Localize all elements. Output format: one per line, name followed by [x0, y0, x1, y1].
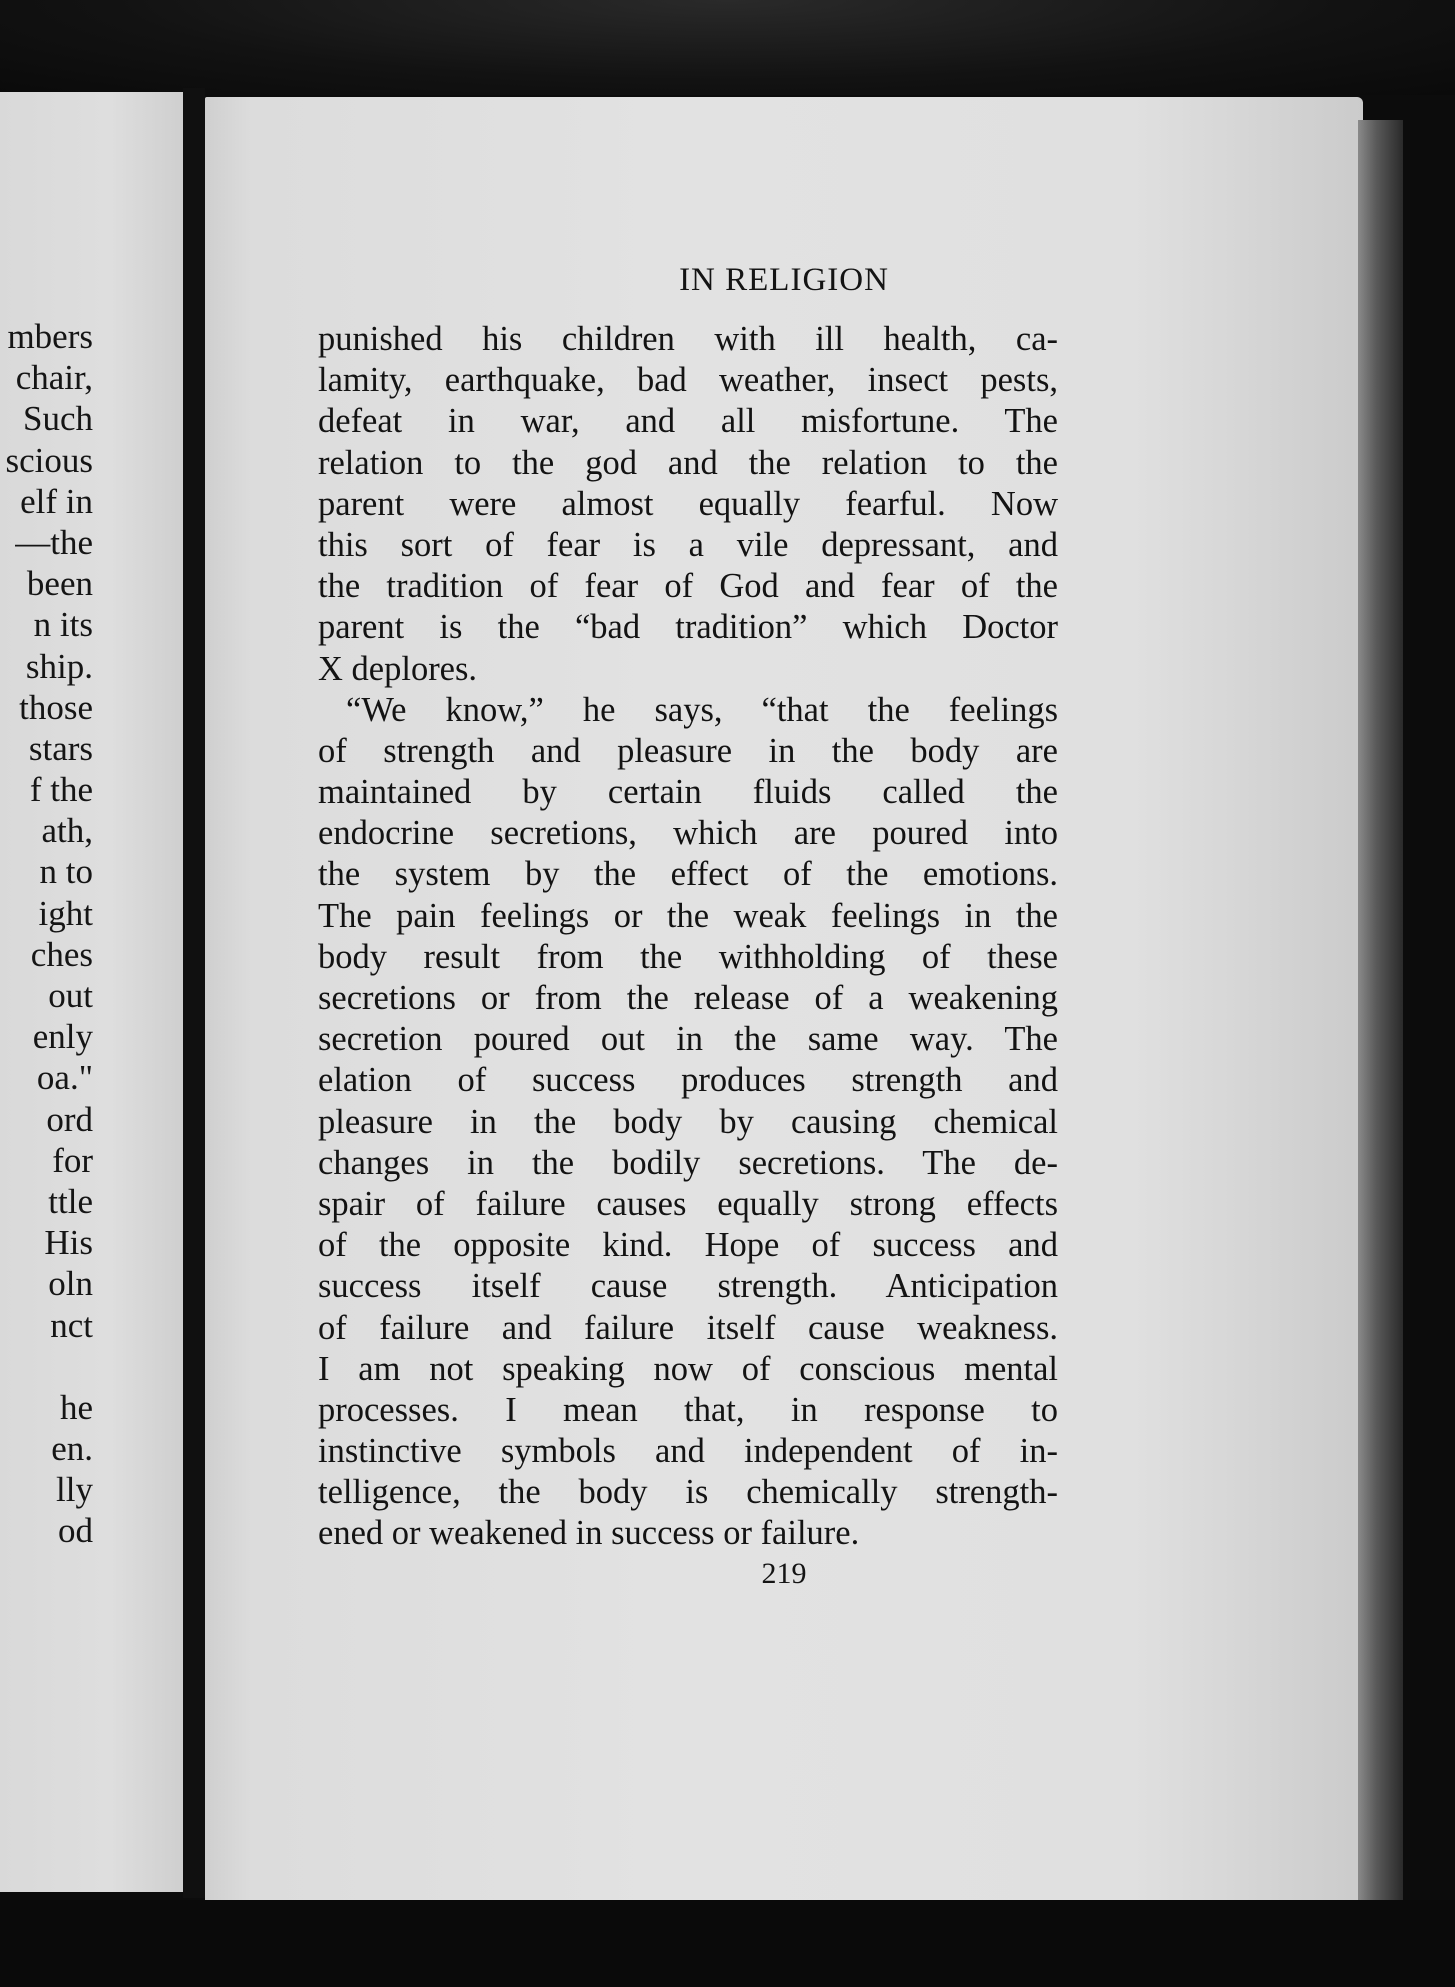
text-line: defeat in war, and all misfortune. The [318, 402, 1058, 441]
body-text [318, 319, 1058, 1555]
text-line: I am not speaking now of conscious mental [318, 1349, 1058, 1388]
text-line: lamity, earthquake, bad weather, insect pests, [318, 361, 1058, 400]
left-line: scious [5, 440, 93, 480]
left-line: Such [23, 399, 93, 439]
left-line: elf in [20, 481, 93, 521]
left-line: oln [48, 1264, 93, 1304]
left-line: stars [28, 728, 93, 768]
text-line: the tradition of fear of God and fear of the [318, 567, 1058, 606]
text-line: elation of success produces strength and [318, 1061, 1058, 1100]
left-line: ship. [25, 646, 93, 686]
text-line: body result from the withholding of these [318, 937, 1058, 976]
text-line: relation to the god and the relation to the [318, 443, 1058, 482]
left-page-text [0, 316, 93, 1552]
text-line: The pain feelings or the weak feelings in the [318, 896, 1058, 935]
left-line: ight [38, 893, 93, 933]
running-head: IN RELIGION [679, 262, 889, 298]
text-line: of failure and failure itself cause weakness. [318, 1308, 1058, 1347]
left-page [0, 92, 183, 1892]
text-line: changes in the bodily secretions. The de- [318, 1143, 1058, 1182]
text-line: secretion poured out in the same way. The [318, 1020, 1058, 1059]
scan-background-bottom [0, 1900, 1455, 1987]
text-line: ened or weakened in success or failure. [318, 1514, 860, 1553]
left-line: been [26, 564, 93, 604]
left-line: ord [46, 1099, 93, 1139]
text-line: parent is the “bad tradition” which Doctor [318, 608, 1058, 647]
page-number: 219 [761, 1557, 807, 1590]
text-line: the system by the effect of the emotions. [318, 855, 1058, 894]
left-line: enly [32, 1017, 93, 1057]
left-line: ttle [48, 1181, 93, 1221]
left-line: mbers [7, 317, 93, 356]
text-line: spair of failure causes equally strong effects [318, 1184, 1058, 1223]
left-line: f the [29, 770, 93, 810]
left-line: lly [56, 1470, 93, 1510]
text-line: secretions or from the release of a weakening [318, 979, 1058, 1017]
left-line: for [52, 1140, 93, 1180]
left-line: oa." [36, 1058, 93, 1098]
text-line: success itself cause strength. Anticipation [318, 1267, 1058, 1306]
left-line: chair, [15, 358, 93, 398]
left-line: n its [33, 605, 93, 645]
left-line [0, 1346, 93, 1387]
text-line: pleasure in the body by causing chemical [318, 1102, 1058, 1141]
text-line: X deplores. [318, 649, 478, 688]
left-line: those [19, 687, 93, 727]
text-line: telligence, the body is chemically strength- [318, 1473, 1058, 1512]
text-line: processes. I mean that, in response to [318, 1390, 1058, 1429]
left-line: ches [30, 934, 93, 974]
text-line: this sort of fear is a vile depressant, and [318, 525, 1058, 564]
text-line: punished his children with ill health, ca- [318, 320, 1058, 358]
text-line: endocrine secretions, which are poured into [318, 814, 1058, 853]
left-line: od [58, 1511, 93, 1551]
text-line: of the opposite kind. Hope of success and [318, 1226, 1058, 1265]
text-line: maintained by certain fluids called the [318, 773, 1058, 812]
text-line: parent were almost equally fearful. Now [318, 484, 1058, 523]
book-edge [1358, 120, 1403, 1910]
book-gutter [183, 88, 205, 1898]
left-line: —the [15, 522, 93, 562]
left-line: he [59, 1387, 93, 1427]
text-line: instinctive symbols and independent of in- [318, 1432, 1058, 1471]
left-line: n to [39, 852, 93, 892]
scan-background-top [0, 0, 1455, 95]
right-page [205, 97, 1363, 1912]
left-line: His [44, 1223, 93, 1263]
left-line: nct [50, 1305, 93, 1345]
left-line: en. [51, 1429, 93, 1469]
text-line: “We know,” he says, “that the feelings [346, 690, 1058, 729]
left-line: ath, [41, 811, 93, 851]
text-line: of strength and pleasure in the body are [318, 731, 1058, 770]
left-line: out [48, 976, 93, 1015]
